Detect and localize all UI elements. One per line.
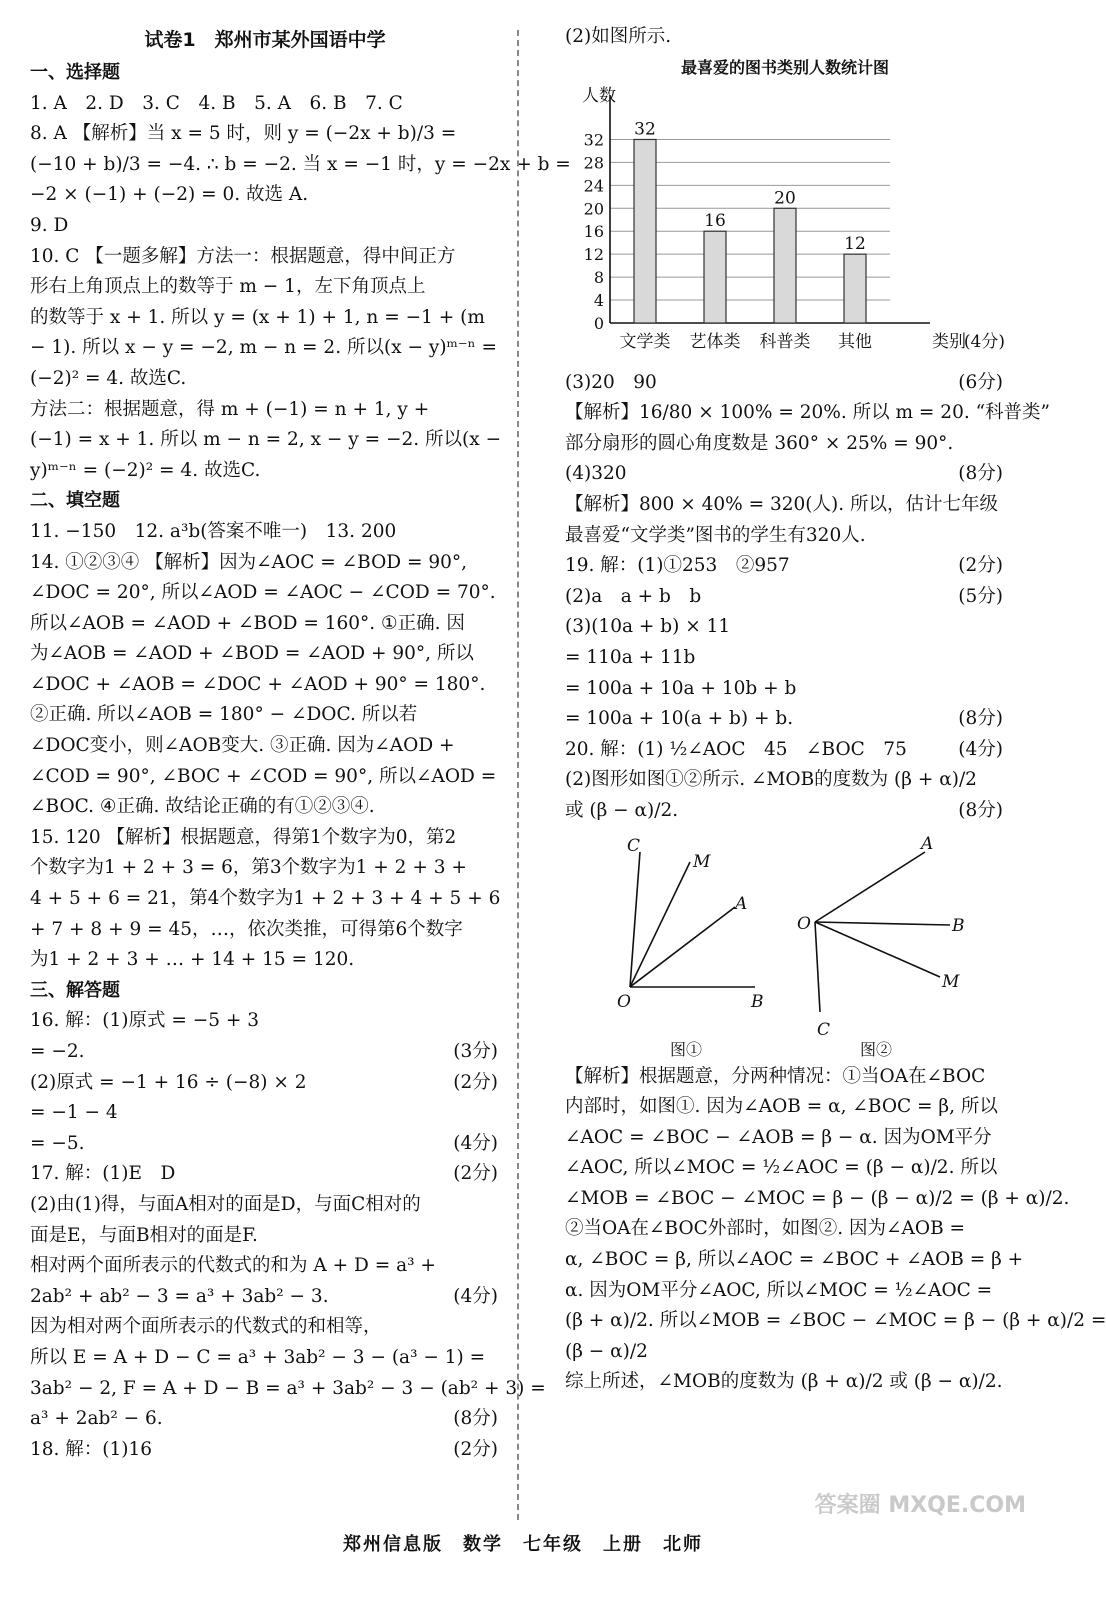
text-line	[30, 1037, 500, 1068]
line-text: (3)20 90	[565, 371, 657, 393]
line-text: 【解析】800 × 40% = 320(人). 所以，估计七年级	[565, 493, 998, 515]
y-tick-label: 8	[593, 267, 604, 287]
right-bottom-section	[565, 1062, 1106, 1399]
bar-value-label: 16	[704, 210, 726, 231]
line-text: (2)如图所示.	[565, 26, 672, 47]
y-tick-label: 0	[593, 313, 604, 333]
score-label: (2分)	[453, 1438, 498, 1460]
score-label: (2分)	[453, 1163, 498, 1185]
line-text: 17. 解：(1)E D	[30, 1163, 176, 1185]
line-text: 4 + 5 + 6 = 21，第4个数字为1 + 2 + 3 + 4 + 5 + 6	[30, 888, 501, 910]
line-text: α. 因为OM平分∠AOC, 所以∠MOC = ½∠AOC =	[565, 1279, 993, 1301]
score-label: (4分)	[453, 1132, 498, 1154]
line-text: 3ab² − 2, F = A + D − B = a³ + 3ab² − 3 − (ab² + 3) =	[30, 1377, 546, 1399]
watermark: 答案圈 MXQE.COM	[814, 1493, 1026, 1518]
line-text: 19. 解：(1)①253 ②957	[565, 555, 790, 577]
text-line	[30, 1404, 500, 1435]
line-text: 试卷1 郑州市某外国语中学	[144, 29, 386, 51]
text-line	[565, 1153, 1005, 1184]
chart-score: (4分)	[963, 331, 1005, 352]
fig1-label-b: B	[751, 991, 764, 1012]
line-text: 2ab² + ab² − 3 = a³ + 3ab² − 3.	[30, 1285, 329, 1307]
y-tick-label: 24	[583, 175, 604, 195]
angle-figures-svg	[565, 827, 1005, 1062]
right-top-section	[565, 22, 1005, 53]
text-line	[30, 915, 500, 946]
text-line	[565, 1123, 1005, 1154]
text-line	[30, 1282, 500, 1313]
text-line	[30, 1435, 500, 1466]
column-divider	[517, 30, 519, 1520]
text-line	[30, 792, 500, 823]
bar-value-label: 20	[774, 187, 796, 208]
line-text: 11. −150 12. a³b(答案不唯一) 13. 200	[30, 520, 397, 542]
text-line	[30, 1343, 500, 1374]
line-text: − 1). 所以 x − y = −2, m − n = 2. 所以(x − y)ᵐ⁻ⁿ =	[30, 337, 498, 359]
text-line	[565, 490, 1005, 521]
text-line	[565, 674, 1005, 705]
right-mid-section	[565, 368, 1051, 827]
line-text: (−10 + b)/3 = −4. ∴ b = −2. 当 x = −1 时，y = −2x + b =	[30, 153, 571, 175]
text-line	[30, 762, 500, 793]
text-line	[30, 578, 500, 609]
bar-value-label: 32	[634, 119, 656, 140]
x-axis-label: 类别	[932, 331, 966, 352]
text-line	[30, 395, 500, 426]
text-line	[565, 1214, 1005, 1245]
y-tick-label: 32	[583, 130, 604, 150]
text-line	[30, 1129, 500, 1160]
text-line	[30, 22, 500, 58]
y-tick-label: 12	[583, 244, 604, 264]
line-text: 因为相对两个面所表示的代数式的和相等，	[30, 1316, 382, 1338]
score-label: (4分)	[453, 1285, 498, 1307]
fig2-ray-ob	[815, 922, 950, 925]
line-text: = 110a + 11b	[565, 646, 696, 668]
text-line	[30, 853, 500, 884]
text-line	[30, 1190, 500, 1221]
text-line	[30, 1159, 500, 1190]
chart-title: 最喜爱的图书类别人数统计图	[680, 57, 889, 77]
bar-value-label: 12	[844, 233, 866, 254]
text-line	[30, 945, 500, 976]
line-text: 16. 解：(1)原式 = −5 + 3	[30, 1010, 260, 1032]
line-text: (2)由(1)得，与面A相对的面是D，与面C相对的	[30, 1193, 421, 1215]
score-label: (8分)	[958, 463, 1003, 485]
page-footer: 郑州信息版 数学 七年级 上册 北师	[343, 1534, 703, 1555]
text-line	[30, 823, 500, 854]
line-text: a³ + 2ab² − 6.	[30, 1408, 163, 1430]
text-line	[30, 211, 500, 242]
text-line	[30, 58, 500, 89]
line-text: (4)320	[565, 463, 627, 485]
line-text: 1. A 2. D 3. C 4. B 5. A 6. B 7. C	[30, 92, 403, 114]
line-text: 相对两个面所表示的代数式的和为 A + D = a³ +	[30, 1255, 436, 1277]
text-line	[565, 429, 1005, 460]
text-line	[30, 486, 500, 517]
fig1-ray-om	[630, 862, 690, 987]
text-line	[565, 1367, 1005, 1398]
score-label: (8分)	[453, 1408, 498, 1430]
line-text: 9. D	[30, 214, 69, 236]
text-line	[565, 643, 1005, 674]
fig2-ray-om	[815, 922, 940, 977]
y-tick-label: 4	[593, 290, 604, 310]
line-text: 18. 解：(1)16	[30, 1438, 153, 1460]
line-text: −2 × (−1) + (−2) = 0. 故选 A.	[30, 184, 309, 206]
text-line	[565, 765, 1005, 796]
line-text: 个数字为1 + 2 + 3 = 6，第3个数字为1 + 2 + 3 +	[30, 857, 467, 879]
text-line	[30, 456, 500, 487]
line-text: 方法二：根据题意，得 m + (−1) = n + 1, y +	[30, 398, 430, 420]
y-tick-label: 28	[583, 153, 604, 173]
x-tick-label: 艺体类	[689, 331, 741, 352]
text-line	[30, 150, 571, 181]
x-tick-label: 其他	[838, 331, 872, 352]
line-text: 部分扇形的圆心角度数是 360° × 25% = 90°.	[565, 432, 954, 454]
score-label: (4分)	[958, 738, 1003, 760]
line-text: = 100a + 10a + 10b + b	[565, 677, 797, 699]
line-text: = −1 − 4	[30, 1102, 118, 1124]
line-text: (2)原式 = −1 + 16 ÷ (−8) × 2	[30, 1071, 307, 1093]
text-line	[30, 1374, 546, 1405]
line-text: = 100a + 10(a + b) + b.	[565, 708, 794, 730]
score-label: (5分)	[958, 585, 1003, 607]
bar	[704, 231, 726, 323]
text-line	[30, 333, 500, 364]
text-line	[30, 670, 500, 701]
text-line	[565, 521, 1005, 552]
line-text: 为1 + 2 + 3 + … + 14 + 15 = 120.	[30, 949, 355, 971]
line-text: 内部时，如图①. 因为∠AOB = α, ∠BOC = β, 所以	[565, 1096, 998, 1118]
line-text: = −5.	[30, 1132, 85, 1154]
line-text: ∠DOC变小，则∠AOB变大. ③正确. 因为∠AOD +	[30, 735, 455, 757]
fig2-label-b: B	[952, 915, 965, 936]
text-line	[30, 639, 500, 670]
line-text: 8. A 【解析】当 x = 5 时，则 y = (−2x + b)/3 =	[30, 123, 457, 145]
line-text: 10. C 【一题多解】方法一：根据题意，得中间正方	[30, 245, 456, 267]
text-line	[30, 517, 500, 548]
text-line	[565, 1337, 1005, 1368]
fig2-label-c: C	[817, 1019, 831, 1040]
fig2-ray-oa	[815, 852, 925, 922]
line-text: 三、解答题	[30, 979, 120, 1001]
line-text: ∠MOB = ∠BOC − ∠MOC = β − (β − α)/2 = (β + α)/2.	[565, 1187, 1070, 1209]
text-line	[30, 1006, 500, 1037]
line-text: (β + α)/2. 所以∠MOB = ∠BOC − ∠MOC = β − (β + α)/2 =	[565, 1310, 1106, 1332]
line-text: 14. ①②③④ 【解析】因为∠AOC = ∠BOD = 90°,	[30, 551, 468, 573]
line-text: 面是E，与面B相对的面是F.	[30, 1224, 258, 1246]
line-text: ∠COD = 90°, ∠BOC + ∠COD = 90°, 所以∠AOD =	[30, 765, 497, 787]
line-text: 二、填空题	[30, 490, 120, 512]
line-text: ∠AOC, 所以∠MOC = ½∠AOC = (β − α)/2. 所以	[565, 1157, 998, 1179]
line-text: 为∠AOB = ∠AOD + ∠BOD = ∠AOD + 90°, 所以	[30, 643, 474, 665]
line-text: (3)(10a + b) × 11	[565, 616, 731, 638]
text-line	[30, 731, 500, 762]
text-line	[30, 1312, 500, 1343]
text-line	[30, 89, 500, 120]
line-text: (2)a a + b b	[565, 585, 702, 607]
line-text: 的数等于 x + 1. 所以 y = (x + 1) + 1, n = −1 + (m	[30, 306, 485, 328]
text-line	[565, 1062, 1005, 1093]
fig1-label-o: O	[617, 991, 631, 1012]
line-text: 或 (β − α)/2.	[565, 799, 679, 821]
fig1-label-c: C	[627, 835, 641, 856]
text-line	[565, 612, 1005, 643]
text-line	[565, 22, 1005, 53]
text-line	[565, 398, 1051, 429]
text-line	[30, 242, 500, 273]
line-text: 一、选择题	[30, 62, 120, 83]
line-text: ∠AOC = ∠BOC − ∠AOB = β − α. 因为OM平分	[565, 1126, 992, 1148]
bar	[844, 254, 866, 323]
line-text: 20. 解：(1) ½∠AOC 45 ∠BOC 75	[565, 738, 907, 760]
text-line	[30, 548, 500, 579]
bar-chart-svg	[565, 83, 1005, 368]
line-text: α, ∠BOC = β, 所以∠AOC = ∠BOC + ∠AOB = β +	[565, 1249, 1024, 1271]
line-text: 最喜爱“文学类”图书的学生有320人.	[565, 524, 866, 546]
text-line	[565, 704, 1005, 735]
line-text: = −2.	[30, 1041, 85, 1062]
text-line	[30, 1068, 500, 1099]
score-label: (8分)	[958, 708, 1003, 730]
score-label: (2分)	[453, 1071, 498, 1093]
text-line	[30, 1251, 500, 1282]
line-text: 【解析】16/80 × 100% = 20%. 所以 m = 20. “科普类”	[565, 402, 1051, 424]
line-text: ②正确. 所以∠AOB = 180° − ∠DOC. 所以若	[30, 704, 418, 726]
bar	[774, 208, 796, 323]
fig2-label-m: M	[942, 971, 960, 992]
fig1-caption: 图①	[670, 1039, 703, 1059]
fig1-label-m: M	[693, 851, 711, 872]
fig1-ray-oc	[630, 852, 640, 987]
text-line	[30, 976, 500, 1007]
score-label: (3分)	[453, 1041, 498, 1062]
text-line	[30, 609, 500, 640]
fig1-label-a: A	[735, 893, 748, 914]
fig2-label-o: O	[797, 913, 811, 934]
score-label: (2分)	[958, 555, 1003, 577]
bar	[634, 139, 656, 323]
line-text: 所以∠AOB = ∠AOD + ∠BOD = 160°. ①正确. 因	[30, 612, 465, 634]
line-text: (2)图形如图①②所示. ∠MOB的度数为 (β + α)/2	[565, 769, 977, 791]
text-line	[565, 735, 1005, 766]
text-line	[565, 582, 1005, 613]
line-text: 15. 120 【解析】根据题意，得第1个数字为0，第2	[30, 826, 457, 848]
text-line	[30, 1098, 500, 1129]
line-text: + 7 + 8 + 9 = 45，…，依次类推，可得第6个数字	[30, 918, 463, 940]
text-line	[30, 1221, 500, 1252]
text-line	[30, 303, 500, 334]
score-label: (8分)	[958, 799, 1003, 821]
text-line	[30, 884, 500, 915]
bar-chart	[565, 83, 1005, 368]
y-tick-label: 16	[583, 221, 604, 241]
text-line	[565, 1245, 1024, 1276]
text-line	[565, 796, 1005, 827]
text-line	[565, 1276, 1005, 1307]
angle-figures	[565, 827, 1005, 1062]
text-line	[565, 1184, 1070, 1215]
score-label: (6分)	[958, 371, 1003, 393]
x-tick-label: 科普类	[759, 331, 811, 352]
text-line	[30, 425, 500, 456]
fig2-caption: 图②	[860, 1039, 893, 1059]
text-line	[30, 180, 500, 211]
fig2-ray-oc	[815, 922, 820, 1012]
y-axis-label: 人数	[582, 85, 616, 106]
fig1-ray-oa	[630, 907, 735, 987]
line-text: 形右上角顶点上的数等于 m − 1，左下角顶点上	[30, 276, 426, 298]
text-line	[565, 368, 1005, 399]
line-text: (β − α)/2	[565, 1340, 648, 1362]
y-tick-label: 20	[583, 198, 604, 218]
text-line	[30, 700, 500, 731]
line-text: ∠BOC. ④正确. 故结论正确的有①②③④.	[30, 796, 375, 818]
x-tick-label: 文学类	[619, 331, 671, 352]
line-text: (−1) = x + 1. 所以 m − n = 2, x − y = −2. 所以(x −	[30, 429, 502, 451]
line-text: 所以 E = A + D − C = a³ + 3ab² − 3 − (a³ − 1) =	[30, 1346, 486, 1368]
text-line	[565, 551, 1005, 582]
text-line	[30, 272, 500, 303]
line-text: ∠DOC + ∠AOB = ∠DOC + ∠AOD + 90° = 180°.	[30, 673, 486, 695]
line-text: 综上所述，∠MOB的度数为 (β + α)/2 或 (β − α)/2.	[565, 1371, 1003, 1393]
line-text: 【解析】根据题意，分两种情况：①当OA在∠BOC	[565, 1065, 986, 1087]
text-line	[30, 364, 500, 395]
line-text: y)ᵐ⁻ⁿ = (−2)² = 4. 故选C.	[30, 459, 261, 481]
line-text: ∠DOC = 20°, 所以∠AOD = ∠AOC − ∠COD = 70°.	[30, 582, 496, 604]
line-text: ②当OA在∠BOC外部时，如图②. 因为∠AOB =	[565, 1218, 966, 1240]
left-column	[30, 22, 571, 1465]
line-text: (−2)² = 4. 故选C.	[30, 367, 187, 389]
fig2-label-a: A	[921, 833, 934, 854]
text-line	[30, 119, 500, 150]
text-line	[565, 1092, 1005, 1123]
text-line	[565, 1306, 1106, 1337]
text-line	[565, 459, 1005, 490]
right-column	[565, 22, 1106, 1398]
